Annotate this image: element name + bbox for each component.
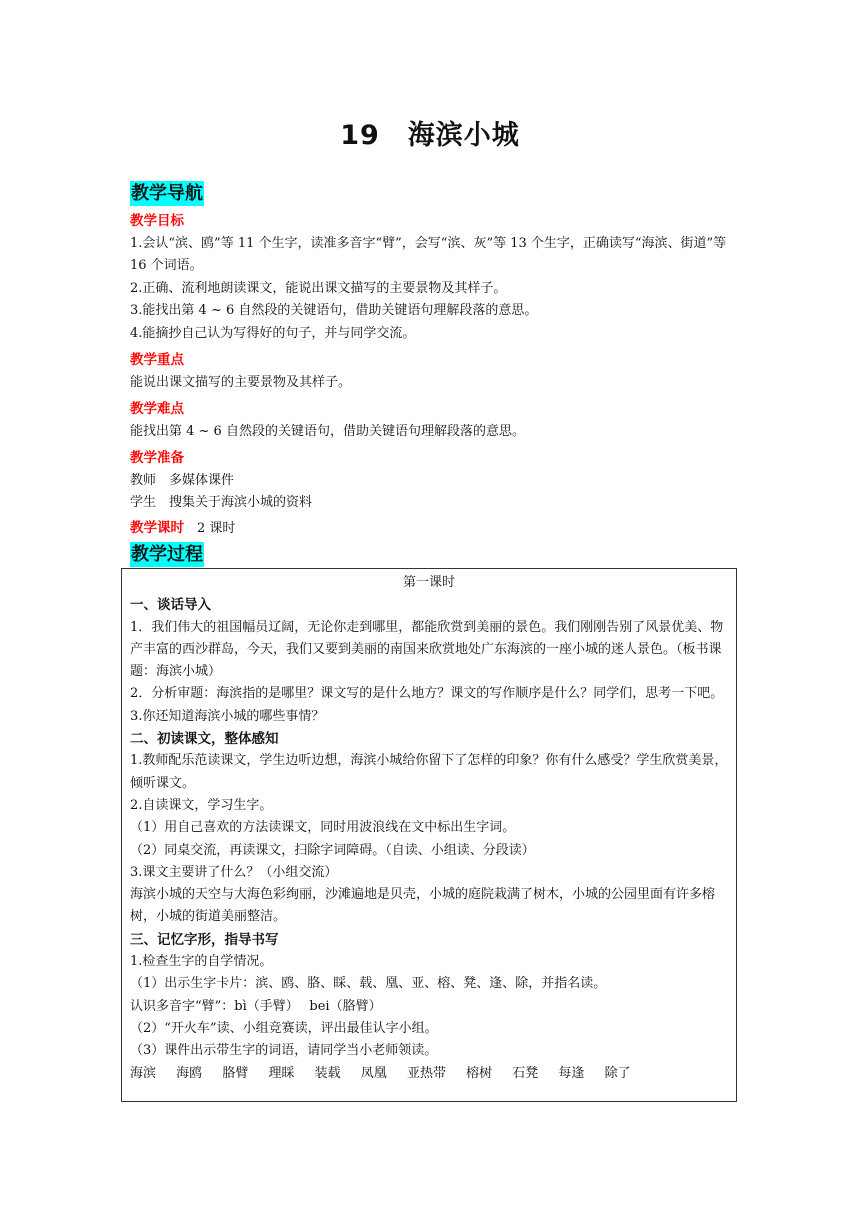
nav-content: [130, 210, 730, 540]
section-heading-process: 教学过程: [131, 544, 203, 565]
part1-paragraph: 3.你还知道海滨小城的哪些事情？: [130, 708, 325, 724]
part2-paragraph: 海滨小城的天空与大海色彩绚丽，沙滩遍地是贝壳，小城的庭院栽满了树木，小城的公园里面有许多榕树，小城的街道美丽整洁。: [130, 887, 716, 925]
part3-paragraph: 1.检查生字的自学情况。: [130, 954, 273, 970]
prep-teacher: 教师 多媒体课件: [130, 472, 235, 488]
word-item: 海鸥: [176, 1065, 203, 1081]
word-item: 榕树: [466, 1065, 493, 1081]
part3-title: 三、记忆字形，指导书写: [130, 931, 279, 948]
goal-item: 3.能找出第 4 ~ 6 自然段的关键语句，借助关键语句理解段落的意思。: [130, 303, 538, 318]
lesson-title: 19 海滨小城: [340, 120, 520, 151]
part1-paragraph: 2．分析审题：海滨指的是哪里？课文写的是什么地方？课文的写作顺序是什么？同学们，思考一下吧。: [130, 686, 724, 702]
word-item: 亚热带: [406, 1065, 446, 1081]
goal-item: 1.会认“滨、鸥”等 11 个生字，读准多音字“臂”，会写“滨、灰”等 13 个生字，正确读写“海滨、街道”等 16 个词语。: [130, 235, 727, 273]
goal-item: 2.正确、流利地朗读课文，能说出课文描写的主要景物及其样子。: [130, 280, 507, 296]
word-list: [130, 1063, 728, 1085]
goals-label: 教学目标: [130, 213, 184, 229]
word-item: 凤凰: [360, 1065, 387, 1081]
part3-paragraph: （2）“开火车”读、小组竞赛读，评出最佳认字小组。: [130, 1020, 438, 1036]
word-item: 除了: [604, 1065, 631, 1081]
hours-value: 2 课时: [184, 520, 236, 536]
difficulty-label: 教学难点: [130, 401, 184, 417]
part1-paragraph: 1．我们伟大的祖国幅员辽阔，无论你走到哪里，都能欣赏到美丽的景色。我们刚刚告别了风景优美、物产丰富的西沙群岛，今天，我们又要到美丽的南国来欣赏地处广东海滨的一座小城的迷人景色。（板书课题：海滨小城）: [130, 619, 724, 680]
goal-item: 4.能摘抄自己认为写得好的句子，并与同学交流。: [130, 325, 416, 341]
part2-paragraph: 2.自读课文，学习生字。: [130, 797, 273, 813]
section-heading-nav: 教学导航: [131, 183, 203, 204]
prep-student: 学生 搜集关于海滨小城的资料: [130, 495, 313, 510]
part2-paragraph: （1）用自己喜欢的方法读课文，同时用波浪线在文中标出生字词。: [130, 820, 516, 836]
prep-label: 教学准备: [130, 450, 184, 466]
word-item: 装载: [314, 1065, 341, 1081]
part2-paragraph: 1.教师配乐范读课文，学生边听边想，海滨小城给你留下了怎样的印象？你有什么感受？学生欣赏美景，倾听课文。: [130, 753, 728, 791]
word-item: 胳臂: [222, 1065, 249, 1081]
part3-paragraph: （1）出示生字卡片：滨、鸥、胳、睬、载、凰、亚、榕、凳、逢、除，并指名读。: [130, 976, 607, 992]
part2-title: 二、初读课文，整体感知: [130, 731, 279, 748]
key-text: 能说出课文描写的主要景物及其样子。: [130, 374, 352, 390]
word-item: 海滨: [130, 1065, 157, 1081]
part3-paragraph: （3）课件出示带生字的词语，请同学当小老师领读。: [130, 1043, 438, 1059]
difficulty-text: 能找出第 4 ~ 6 自然段的关键语句，借助关键语句理解段落的意思。: [130, 423, 525, 439]
part2-paragraph: 3.课文主要讲了什么？（小组交流）: [130, 864, 338, 880]
hours-label: 教学课时: [130, 519, 184, 536]
hours-line: [130, 517, 730, 541]
process-box: [121, 568, 737, 1102]
word-item: 理睬: [268, 1065, 295, 1081]
key-label: 教学重点: [130, 352, 184, 368]
part3-paragraph: 认识多音字“臂”：bì（手臂） bei（胳臂）: [130, 998, 382, 1014]
word-item: 每逢: [558, 1065, 585, 1081]
word-item: 石凳: [512, 1065, 539, 1081]
part2-paragraph: （2）同桌交流，再读课文，扫除字词障碍。（自读、小组读、分段读）: [130, 842, 535, 858]
lesson-period: 第一课时: [402, 575, 455, 590]
part1-title: 一、谈话导入: [130, 597, 211, 614]
